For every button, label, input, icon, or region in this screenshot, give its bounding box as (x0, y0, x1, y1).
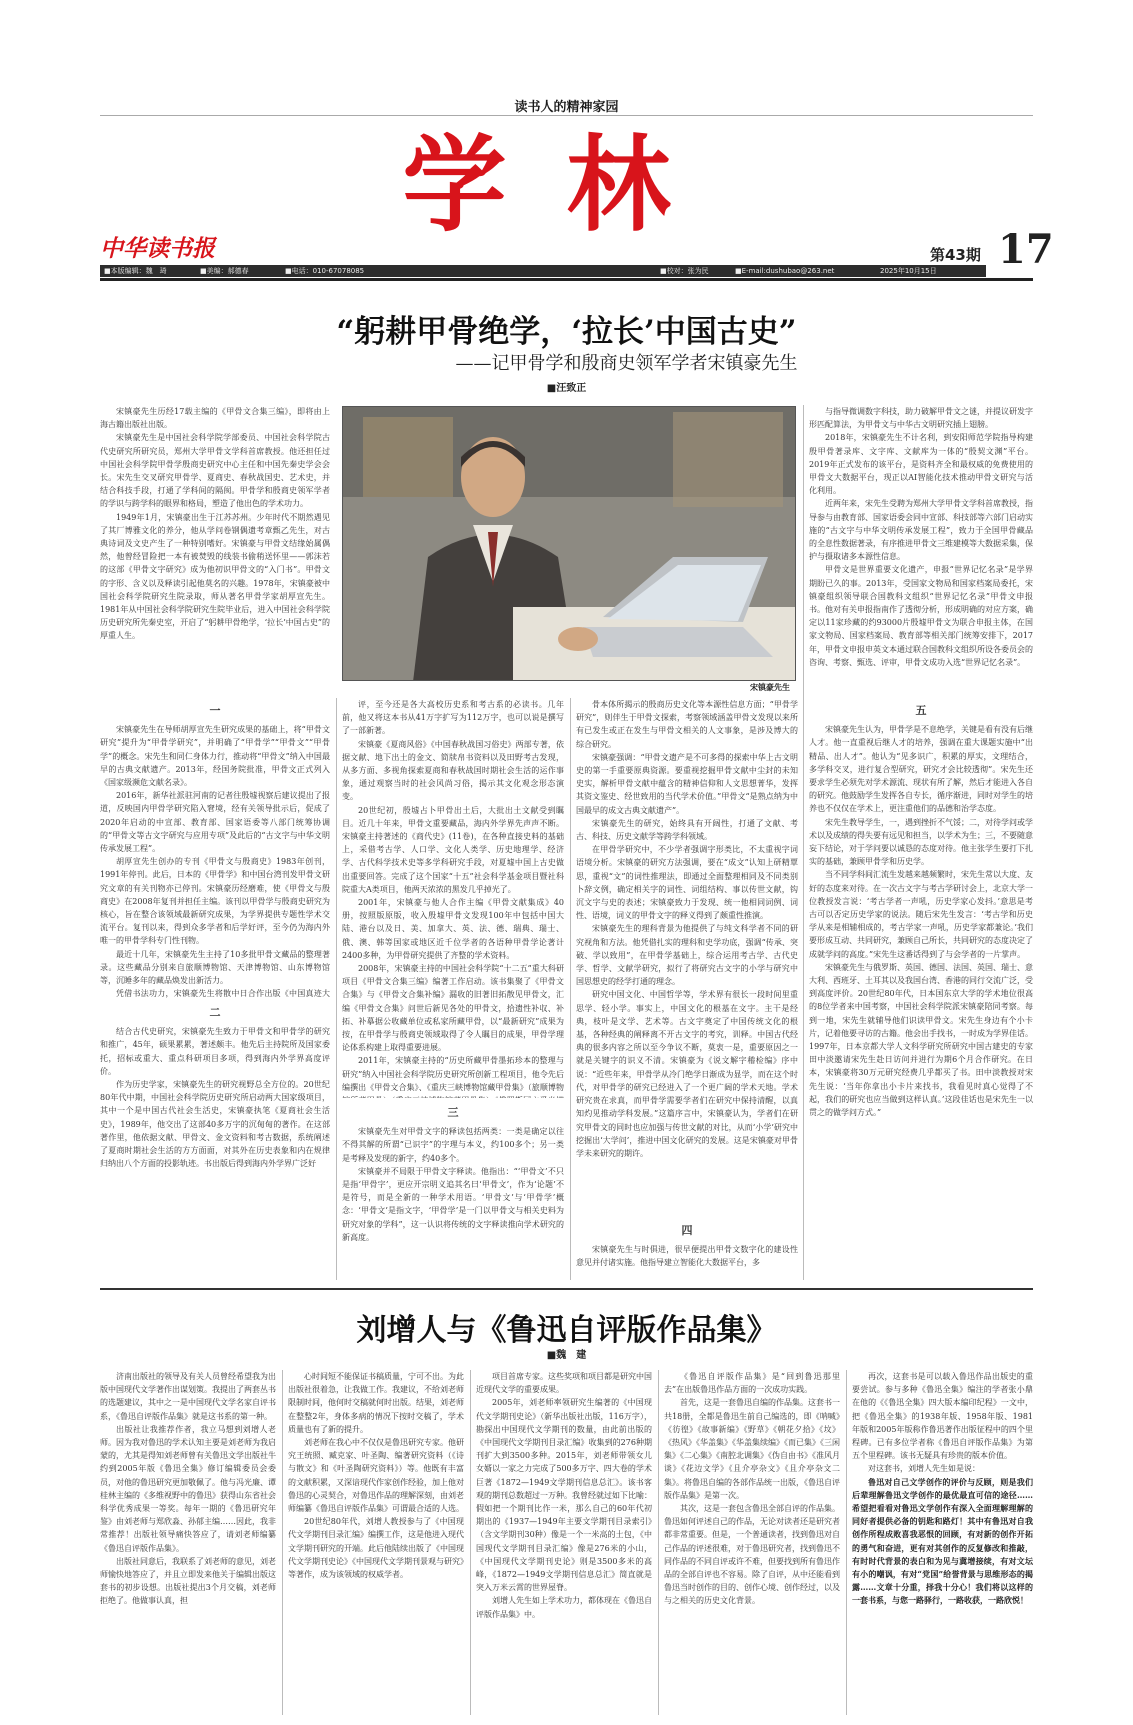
paragraph: 宋镇豪先生历经17载主编的《甲骨文合集三编》，即将由上海古籍出版社出版。 (100, 407, 330, 430)
quote-block: 鲁迅对自己文学创作的评价与反顾，则是我们后辈理解鲁迅文学创作的最优最直可信的途径……希望把看看对鲁迅文学创作有深入全面理解理解的同好者提供必备的钥匙和路灯！其中有鲁迅对自我创作所程成败喜我恶恨的回顾，有对新的创作开拓的勇气和奋进，更有对其创作的反复修改和推敲，有时时代背景的表白和为见与冀增接续，有对文坛有小的嘲讽，有对“党国”给誉背景与思维形态的揭露……文章十分重，择我十分心！我们将以这样的一套书系，与您一路驿行，一路收获，一路欣悦！ (852, 1476, 1033, 1606)
portrait-photo (342, 406, 796, 681)
paragraph: 出版社让我推荐作者，我立马想到刘增人老师。因为我对鲁迅的学术认知主要是刘老师为我启蒙的，尤其是得知刘老师曾有关鲁迅文学出版社牛约到2005年版《鲁迅全集》修订编辑委员会委员，对他的鲁迅研究更加敬佩了。他与冯光廉、谭桂林主编的《多维视野中的鲁迅》获得山东省社会科学优秀成果一等奖。每年一期的《鲁迅研究年鉴》由刘老师与郑欣淼、孙郁主编……因此，我非常推荐！出版社领导痛快答应了，请刘老师编纂《鲁迅自评版作品集》。 (100, 1424, 276, 1553)
paragraph: 宋镇豪先生的研究，始终具有开阔性，打通了文献、考古、科技、历史文献学等跨学科领域。 (576, 818, 798, 842)
article-col2 (342, 698, 564, 1098)
paragraph: 凭借书法功力，宋镇豪先生将散中日合作出版《中国真迹大 (116, 989, 330, 998)
paragraph: 2008年，宋镇豪主持的中国社会科学院“十二五”重大科研项目《甲骨文合集三编》编著工作启动。该书集聚了《甲骨文合集》与《甲骨文合集补编》漏收的旧著旧拓散见甲骨文，汇编《甲骨文合集》问世后新见各处的甲骨文，拾遗性补収、补拓、补摹据公收藏单位或私家所藏甲骨，以“最新研究”成果为按，在甲骨学与殷商史领域取得了令人瞩目的成果，甲骨学理论体系构建上取得重要进展。 (342, 964, 564, 1053)
editor-credit: ■本版编辑：魏 琦 (104, 267, 167, 275)
paragraph: 评，至今还是各大高校历史系和考古系的必读书。几年前，他又将这本书从41万字扩写为112万字，也可以说是撰写了一部新著。 (342, 700, 564, 736)
paragraph: 骨本体所揭示的殷商历史文化等本源性信息方面；“甲骨学研究”，则伴生于甲骨文探索，考察领域涵盖甲骨文发现以来所有已发生或正在发生与甲骨文相关的人文事象，是涉及博大的综合研究。 (576, 700, 798, 749)
paragraph: 在甲骨学研究中，不少学者强调字形类比，不太重视字词语境分析。宋镇豪的研究方法强调，要在“成文”认知上研精覃思，重视“文”的词性推理法，即通过全面整理相同及不同类别卜辞文例，确定相关字的词性、词组结构、事以传世文献，钩沉文字与史的表述；宋镇豪致力于发现、统一他相同词例、词性、语境，词义的甲骨文字的释义得到了颇重性推演。 (576, 845, 798, 921)
article2-col3 (476, 1370, 652, 1715)
meta-bar (100, 265, 986, 277)
paragraph: 宋镇豪先生与俄罗斯、英国、德国、法国、英国、瑞士、意大利、西班牙、土耳其以及我国台湾、香港的同行交流广泛，受到高度评价。20世纪80年代，日本国东京大学的学术地位很高的8位学者来中国考察，中国社会科学院派宋镇豪陪同考察。每到一地，宋先生就辅导他们识读甲骨文。宋先生身边有个小卡片，记着他要寻访的古籍。他会出手找书，一时成为学界佳话。1997年，日本京都大学人文科学研究所研究中国古建史的专家田中淡邀请宋先生赴日访问并进行为期6个月合作研究。在日本，宋镇豪将30万元研究经费几乎都买了书。田中淡教授对宋先生说：‘当年你拿出小卡片来找书，我看见时真心觉得了不起，我们的研究也应当做到这样认真。’这段佳话也是宋先生一以贯之的做学问方式。” (809, 962, 1033, 1118)
paragraph: 出版社同意后，我联系了刘老师的意见，刘老师愉快地答应了，并且立即发来他关于编辑出版这套书的初步设想。出版社提出3个月交稿，刘老师拒绝了。他做事认真，担 (100, 1556, 276, 1606)
paragraph: 作为历史学家，宋镇豪先生的研究视野总全方位的。20世纪80年代中期，中国社会科学院历史研究所启动两大国家级项目，其中一个是中国古代社会生活史，宋镇豪执笔《夏商社会生活史》，1989年，他交出了这部40多万字的沉甸甸的著作。在这部著作里，他依据文献、甲骨文、金文资料和考古数据，系统阐述了夏商时期社会生活的方方面面，对其外在历史表象和内在规律归纳出八个方面的投影轨迹。书出版后得到海内外学界广泛好 (100, 1080, 330, 1169)
column-divider (803, 405, 804, 1280)
email-credit: ■E-mail:dushubao@263.net (735, 267, 835, 275)
paragraph: 济南出版社的领导及有关人员曾经希望我为出版中国现代文学著作出谋划策。我提出了两套丛书的选题建议，其中之一是中国现代文学名家自评书系，《鲁迅自评版作品集》就是这书系的第一种。 (100, 1372, 276, 1421)
article2-byline: ■魏 建 (546, 1350, 587, 1361)
article-intro (100, 405, 330, 695)
paragraph: 其次，这是一套包含鲁迅全部自评的作品集。鲁迅如何评述自己的作品，无论对读者还是研究者都非常重要。但是，一个普通读者，找到鲁迅对自己作品的评述很难，对于鲁迅研究者，找到鲁迅不同作品的不同自评或许不难，但要找到所有鲁迅作品的全部自评也不容易。除了自评，从中还能看到鲁迅当时创作的目的、创作心境、创作经过，以及与之相关的历史文化背景。 (664, 1504, 840, 1606)
paragraph: 宋镇豪并不局限于甲骨文字释读。他指出：“‘甲骨文’不只是指‘甲骨字’，更应开宗明义追其名曰‘甲骨文’，作为‘论题’不是符号，而是全新的一种学术用语。‘甲骨文’与‘甲骨学’概念：‘甲骨文’是指文字，‘甲骨学’是一门以甲骨文与相关史料为研究对象的学科”，这一认识将传统的文字释读推向学术研究的新高度。 (342, 1166, 564, 1242)
paragraph: 宋镇豪先生的理科背景为他提供了与纯文科学者不同的研究视角和方法。他凭借扎实的理科和史学功底，强调“传承、突破、学以致用”，在甲骨学基础上，综合运用考古学、古代史学、哲学、文献学研究，拟行了将研究古文字的小学与研究中国思想史的经学打通的理念。 (576, 924, 798, 987)
column-divider (846, 1370, 847, 1715)
section-number: 一 (209, 704, 221, 717)
column-divider (470, 1370, 471, 1715)
paragraph: 宋镇豪先生是中国社会科学院学部委员、中国社会科学院古代史研究所研究员，郑州大学甲骨文学科首席教授。他还担任过中国社会科学院甲骨学殷商史研究中心主任和中国先秦史学会会长。宋先生交叉研究甲骨学、夏商史、春秋战国史、艺术史，并结合科技手段，打通了学科间的隔阂。甲骨学和殷商史领军学者的学识与跨学科的眼界和格局，塑造了他出色的学术功力。 (100, 433, 330, 509)
section-number: 三 (447, 1106, 459, 1119)
paragraph: 心时间短不能保证书稿质量，宁可不出。为此出版社很着急，让我做工作。我建议，不给刘老师限制时间，他何时交稿就何时出版。结果，刘老师在整整2年，身体多病的情况下按时交稿了，学术质量也有了新的提升。 (288, 1372, 464, 1434)
designer-credit: ■美编：郝德春 (200, 267, 249, 275)
article-col4-top (809, 405, 1033, 695)
paragraph: 《鲁迅自评版作品集》是“回到鲁迅那里去”在出版鲁迅作品方面的一次成功实践。 (664, 1372, 840, 1395)
paragraph: 宋先生教导学生，一，遇到挫折不气馁；二，对待学问或学术以及成绩的得失要有远见和担当，以学术为生；三，不要随意妄下结论，对于学问要以诚恳的态度对待。他主张学生要打下扎实的基础，兼顾甲骨学和历史学。 (809, 817, 1033, 867)
article-headline: “躬耕甲骨绝学，‘拉长’中国古史” (336, 314, 797, 350)
portrait-illustration (343, 407, 796, 681)
article-byline: ■汪致正 (546, 383, 587, 394)
section-title: 学林 (402, 123, 731, 246)
paragraph: 胡厚宣先生创办的专刊《甲骨文与殷商史》1983年创刊，1991年停刊。此后，日本的《甲骨学》和中国台湾刊发甲骨文研究文章的有关刊物亦已停刊。宋镇豪历经磨难，使《甲骨文与殷商史》在2008年复刊并担任主编。该刊以甲骨学与殷商史研究为核心，旨在整合该领域最新研究成果，为学界提供专题性学术交流平台。复刊以来，得到众多学者和后学好评，至今仍为海内外唯一的甲骨学科专门性刊物。 (100, 857, 330, 946)
article2-col5 (852, 1370, 1033, 1715)
article-col4 (809, 698, 1033, 1280)
paragraph: 刘老师在我心中不仅仅是鲁迅研究专家。他研究王统照、臧克家、叶圣陶、编著研究资料（《诗与散文》和《叶圣陶研究资料》）等。他既有丰富的文献积累，又深谙现代作家创作经验，加上他对鲁迅的心灵契合，对鲁迅作品的理解深刻，由刘老师编纂《鲁迅自评版作品集》可谓最合适的人选。 (288, 1438, 464, 1514)
article2-col1 (100, 1370, 276, 1715)
paragraph: 宋镇豪《夏商风俗》《中国春秋战国习俗史》两部专著，依据文献、地下出土的金文、简牍帛书资料以及田野考古发现，从多方面、多视角探索夏商和春秋战国时期社会生活的运作事象，通过观察当时的社会风尚习俗，揭示其文化观念形态演变。 (342, 739, 564, 802)
section-number: 四 (681, 1224, 693, 1237)
paragraph: 与指导微调数字科技，助力破解甲骨文之谜，并提议研发字形匹配算法，为甲骨文与中华古文明研究插上翅膀。 (809, 407, 1033, 430)
article-col3 (576, 698, 798, 1218)
slogan-divider (100, 115, 1033, 116)
page-number: 17 (998, 226, 1054, 273)
paragraph: 对这套书，刘增人先生如是说： (868, 1464, 980, 1474)
article-col1-bottom (100, 1000, 330, 1280)
article-col3-bottom (576, 1218, 798, 1280)
paragraph: 2016年，新华社派驻河南的记者往殷墟视察后建议提出了报道，反映国内甲骨学研究陷入窘境，经有关领导批示后，促成了2020年启动的中宣部、教育部、国家语委等八部门统筹协调的“甲骨文等古文字研究与应用专项”及此后的“古文字与中华文明传承发展工程”。 (100, 791, 330, 854)
paragraph: 近两年来，宋先生受聘为郑州大学甲骨文学科首席教授，指导参与由教育部、国家语委会同中宣部、科技部等六部门启动实施的“古文字与中华文明传承发展工程”，致力于全国甲骨藏品的全息性数据著录，有序推进甲骨文三维建模等大数据采集，保护与摄取诸多本源性信息。 (809, 499, 1033, 562)
article2-col4 (664, 1370, 840, 1715)
paragraph: 首先，这是一套鲁迅自编的作品集。这套书一共18册，全都是鲁迅生前自己编选的，即《呐喊》《彷徨》《故事新编》《野草》《朝花夕拾》《坟》《热风》《华盖集》《华盖集续编》《而已集》《三闲集》《二心集》《南腔北调集》《伪自由书》《准风月谈》《花边文学》《且介亭杂文》《且介亭杂文二集》。将鲁迅自编的各部作品统一出版，《鲁迅自评版作品集》是第一次。 (664, 1398, 840, 1500)
photo-caption: 宋镇豪先生 (750, 682, 790, 692)
article-col2-bottom (342, 1100, 564, 1280)
masthead-rule (100, 278, 1033, 281)
paragraph: 刘增人先生如上学术功力，都体现在《鲁迅自评版作品集》中。 (476, 1596, 652, 1619)
paragraph: 最近十几年，宋镇豪先生主持了10多批甲骨文藏品的整理著录。这些藏品分别来自旅顺博物馆、天津博物馆、山东博物馆等，沉睡多年的藏品焕发出新活力。 (100, 949, 330, 986)
paragraph: 研究中国文化、中国哲学等，学术界有很长一段时间里重思学、轻小学。事实上，中国文化的根基在文字。主干是经典，枝叶是文学、艺术等。古文字奠定了中国传统文化的根基，各种经典的阐释离不开古文字的考究，训释。中国古代经典的很多内容之所以至今争议不断，莫衷一是，重要原因之一就是关键字的识义不清。宋镇豪为《说文解字稽检编》序中说：“近些年来，甲骨学从冷门绝学日渐成为显学，而在这个时代，对甲骨学的研究已经进入了一个更广阔的学术天地。学术研究贵在求真，而甲骨学需要学者们在研究中保持清醒，以真知灼见推动学科发展。”这篇序言中，宋镇豪认为，学者们在研究甲骨文的同时也应加强与传世文献的对比，从而‘小学’研究中挖掘出‘大学问’，推进中国文化研究的发展。这是宋镇豪对甲骨学未来研究的期许。 (576, 990, 798, 1158)
paragraph: 甲骨文是世界重要文化遗产，申报“世界记忆名录”是学界期盼已久的事。2013年，受国家文物局和国家档案局委托，宋镇豪组织领导联合国教科文组织“世界记忆名录”甲骨文申报书。他对有关申报指南作了透彻分析，形成明确的对应方案，确定以11家珍藏的约93000片殷墟甲骨文为联合申报主体，在国家文物局、国家档案局、教育部等相关部门统筹安排下，2017年，甲骨文申报申英文本通过联合国教科文组织所设各委员会的咨询、考察、甄选、评审，甲骨文成功入选“世界记忆名录”。 (809, 565, 1033, 667)
column-divider (282, 1370, 283, 1715)
article-col1 (100, 698, 330, 998)
article2-col2 (288, 1370, 464, 1715)
paragraph: 20世纪80年代，刘增人教授参与了《中国现代文学期刊目录汇编》编撰工作，这是他进入现代文学期刊研究的开端。此后他陆续出版了《中国现代文学期刊史论》《中国现代文学期刊景观与研究》等著作，成为该领域的权威学者。 (288, 1517, 464, 1580)
issue-number: 第43期 (930, 246, 981, 264)
article2-headline: 刘增人与《鲁迅自评版作品集》 (356, 1313, 777, 1348)
paragraph: 当不同学科间汇流生发越来越频繁时，宋先生常以大度、友好的态度来对待。在一次古文字与考古学研讨会上，北京大学一位教授发言说：‘考古学者一声吼，历史学家心发抖。’意思是考古可以否定历史学家的说法。随后宋先生发言：‘考古学和历史学从来是相辅相成的，考古学家一声吼，历史学家都兼论。’我们要形成互动、共同研究，兼顾自己所长，共同研究的态度决定了成就学问的高度。”宋先生这番话得到了与会学者的一片掌声。 (809, 870, 1033, 959)
paragraph: 宋镇豪先生认为，甲骨学是不息绝学，关键是看有没有后继人才。他一直重视后继人才的培养，强调在重大课题实施中“出精品、出人才”。他认为“见多识广，积累的厚实，文理结合，多学科交叉，进行复合型研究，研究才会比较透彻”。宋先生还要求学生必须先对学术源流、现状有所了解，然后才能进入各自的研究。他鼓励学生发挥各自专长，循序渐进，同时对学生的培养也不仅仅在学术上，更注重他们的品德和治学态度。 (809, 725, 1033, 814)
paragraph: 结合古代史研究，宋镇豪先生致力于甲骨文和甲骨学的研究和推广，45年，硕果累累，著述颇丰。他先后主持院所及国家委托，招标或重大、重点科研项目多项，得到海内外学界高度评价。 (100, 1027, 330, 1076)
paragraph: 宋镇豪先生在导师胡厚宣先生研究成果的基础上，将“甲骨文研究”提升为“甲骨学研究”，并明确了“甲骨学”“甲骨文”“甲骨学”的概念。宋先生和同仁身体力行，推动将“甲骨文”纳入中国最早的古典文献遗产。2013年，经国务院批准，甲骨文正式列入《国家级濒危文献名录》。 (100, 725, 330, 788)
paragraph: 2005年，刘老师率领研究生编著的《中国现代文学期刊史论》（新华出版社出版，116万字），勘探出中国现代文学期刊的数量，由此前出版的《中国现代文学期刊目录汇编》收集到的276种期刊扩大到3500多种。2015年，刘老师带领女儿女婿以一家之力完成了500多万字、四大卷的学术巨著《1872—1949文学期刊信息总汇》。该书客观的期刊总数超过一万种。我曾经就过如下比喻：假如把一个期刊比作一米，那么自己的60年代初期出的《1937—1949年主要文学期刊目录索引》（含文学期刊30种）像是一个一米高的土包，《中国现代文学期刊目录汇编》像是276米的小山，《中国现代文学期刊史论》则是3500多米的高峰，《1872—1949文学期刊信息总汇》简直就是突入万米云霄的世界屋脊。 (476, 1398, 652, 1593)
article-subtitle: ——记甲骨学和殷商史领军学者宋镇豪先生 (455, 353, 798, 374)
paragraph: 项目首席专家。这些奖项和项目都是研究中国近现代文学的重要成果。 (476, 1372, 652, 1395)
section-slogan: 读书人的精神家园 (514, 100, 619, 115)
section-number: 二 (209, 1006, 221, 1019)
article-divider (100, 1288, 1033, 1290)
paragraph: 2011年，宋镇豪主持的“历史所藏甲骨墨拓珍本的整理与研究”纳入中国社会科学院历史研究所创新工程项目，他令先后编撰出《甲骨文合集》、《重庆三峡博物馆藏甲骨集》（旅顺博物 (342, 1056, 564, 1092)
paragraph: 20世纪初，殷墟占卜甲骨出土后，大批出土文献受到瞩目。近几十年来，甲骨文重要藏品，海内外学界先声声不断。宋镇豪主持著述的《商代史》(11卷)，在各种直接史料的基础上，采借考古学、人口学、文化人类学、历史地理学、经济学、古代科学技术史等多学科研究手段，对夏墟中国上古史做出重要回答。完成了这个国家“十五”社会科学基金项目暨社科院重大A类项目，他两天浓浓的黑发几乎掉光了。 (342, 805, 564, 894)
paragraph: 2018年，宋镇豪先生不计名利，到安阳师范学院指导构建殷甲骨著录库、文字库、文献库为一体的“殷契文渊”平台。2019年正式发布的该平台，是资料齐全和最权威的免费使用的甲骨文大数据平台，现正以AI智能化技术推动甲骨文研究与活化利用。 (809, 433, 1033, 496)
paragraph: 再次，这套书是可以载入鲁迅作品出版史的重要尝试。参与多种《鲁迅全集》编注的学者张小鼎在他的《《鲁迅全集》四大版本编印纪程》一文中，把《鲁迅全集》的1938年版、1958年版、1981年版和2005年版称作鲁迅著作出版征程中的四个里程碑。已有多位学者称《鲁迅自评版作品集》为第五个里程碑。该书无疑具有珍贵的版本价值。 (852, 1372, 1033, 1461)
section-number: 五 (915, 704, 927, 717)
newspaper-logo: 中华读书报 (100, 235, 215, 262)
phone-credit: ■电话：010-67078085 (285, 267, 365, 275)
publish-date: 2025年10月15日 (880, 267, 937, 275)
paragraph: 宋镇豪先生对甲骨文字的释读包括两类：一类是确定以往不得其解的所谓“已识字”的字理与本义，约100多个；另一类是考释及发现的新字，约40多个。 (342, 1127, 564, 1163)
paragraph: 2001年，宋镇豪与他人合作主编《甲骨文献集成》40册，按照版原版，收入殷墟甲骨文发现100年中包括中国大陆、港台以及日、美、加拿大、英、法、德、瑞典、瑞士、俄、澳、韩等国家或地区近千位学者的各语种甲骨学论著计2400多种，为甲骨研究提供了齐整的学术资料。 (342, 898, 564, 960)
paragraph: 1949年1月，宋镇豪出生于江苏苏州。少年时代不期然遇见了其厂博雅文化的养分，他从学问卷钢偶遗考章甄乙先生，对古典诗词及文史产生了一种特别嗜好。宋镇豪与甲骨文结缘始属偶然，他曾经冒险把一本有被焚毁的线装书偷稍送怀里——郭沫若的这部《甲骨文字研究》成为他初识甲骨文的“入门书”。甲骨文的字形、含义以及释读引起他莫名的兴趣。1978年，宋镇豪被中国社会科学院研究生院录取，师从著名甲骨学家胡厚宣先生。1981年从中国社会科学院研究生院毕业后，进入中国社会科学院历史研究所先秦史室，开启了“躬耕甲骨绝学，‘拉长’中国古史”的厚重人生。 (100, 512, 330, 641)
proof-credit: ■校对：张为民 (660, 267, 709, 275)
paragraph: 宋镇豪先生与时俱进，很早便提出甲骨文数字化的建设性意见并付诸实施。他指导建立智能化大数据平台，多 (576, 1245, 798, 1268)
column-divider (336, 698, 337, 1280)
paragraph: 宋镇豪强调：“甲骨文遗产是不可多得的探索中华上古文明史的第一手重要原典资源。要重视挖掘甲骨文献中尘封的未知史实，解析甲骨文献中蕴含的精神信仰和人文思想菁华，发挥其资文鉴史、经世致用的当代学术价值。”甲骨文“是熟点纳为中国最早的成文古典文献遗产”。 (576, 752, 798, 815)
column-divider (658, 1370, 659, 1715)
column-divider (570, 698, 571, 1280)
